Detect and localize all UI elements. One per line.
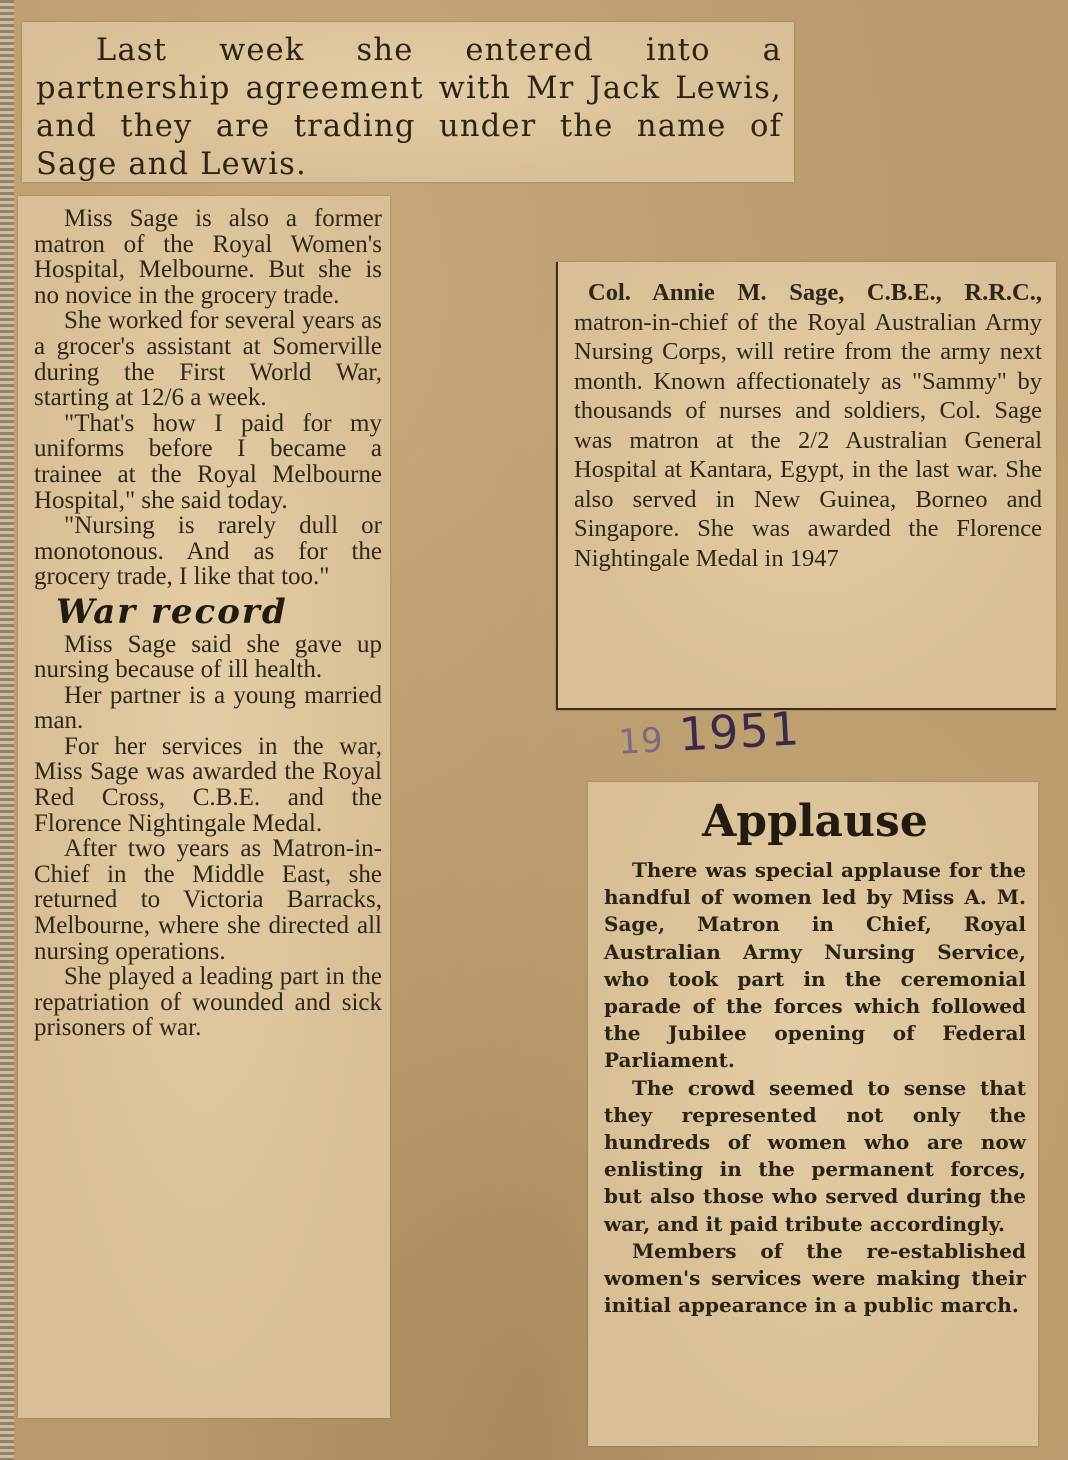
- article-lead: Col. Annie M. Sage, C.B.E., R.R.C.,: [588, 279, 1042, 306]
- right-bottom-clipping: [588, 782, 1038, 1446]
- paragraph: Miss Sage is also a former matron of the Royal Women's Hospital, Melbourne. But she is no novice in the grocery trade.: [34, 205, 382, 309]
- article-body: matron-in-chief of the Royal Australian Army Nursing Corps, will retire from the army next month. Known affectionately as "Sammy" by thousands of nurses and soldiers, Col. Sage was matron at the 2/2 Australian General Hospital at Kantara, Egypt, in the last war. She also served in New Guinea, Borneo and Singapore. She was awarded the Florence Nightingale Medal in 1947: [574, 308, 1042, 572]
- section-heading-war-record: War record: [56, 591, 288, 632]
- handwritten-date-year: 1951: [677, 701, 802, 762]
- right-top-article: [574, 278, 1042, 573]
- right-top-clipping: [556, 262, 1056, 710]
- applause-article: [604, 857, 1026, 1319]
- paragraph: After two years as Matron-in-Chief in the Middle East, she returned to Victoria Barracks, Melbourne, where she directed all nursing operations.: [34, 835, 382, 965]
- paragraph: "That's how I paid for my uniforms before I became a trainee at the Royal Melbourne Hospital," she said today.: [34, 409, 382, 514]
- handwritten-date: [617, 701, 802, 764]
- left-column-clipping: [18, 196, 390, 1418]
- section-heading-applause: Applause: [702, 796, 928, 847]
- paragraph: Her partner is a young married man.: [34, 681, 382, 735]
- paragraph: "Nursing is rarely dull or monotonous. And as for the grocery trade, I like that too.": [34, 512, 382, 591]
- paragraph: For her services in the war, Miss Sage was awarded the Royal Red Cross, C.B.E. and the Florence Nightingale Medal.: [34, 732, 382, 837]
- paragraph: The crowd seemed to sense that they represented not only the hundreds of women who are now enlisting in the permanent forces, but also those who served during the war, and it paid tribute accordingly.: [604, 1075, 1026, 1236]
- paragraph: She played a leading part in the repatriation of wounded and sick prisoners of war.: [34, 963, 382, 1042]
- paragraph: She worked for several years as a grocer's assistant at Somerville during the First World War, starting at 12/6 a week.: [34, 307, 382, 412]
- left-column-article: [34, 206, 382, 1041]
- paragraph: Members of the re-established women's services were making their initial appearance in a public march.: [604, 1238, 1026, 1318]
- album-binding-edge: [0, 0, 14, 1460]
- top-clipping-text: Last week she entered into a partnership agreement with Mr Jack Lewis, and they are trading under the name of Sage and Lewis.: [36, 33, 782, 182]
- top-clipping: [22, 22, 794, 182]
- paragraph: There was special applause for the handful of women led by Miss A. M. Sage, Matron in Chief, Royal Australian Army Nursing Service, who took part in the ceremonial parade of the forces which followed the Jubilee opening of Federal Parliament.: [604, 858, 1026, 1073]
- handwritten-date-prefix: 19: [617, 720, 665, 763]
- paragraph: Miss Sage said she gave up nursing because of ill health.: [34, 630, 382, 684]
